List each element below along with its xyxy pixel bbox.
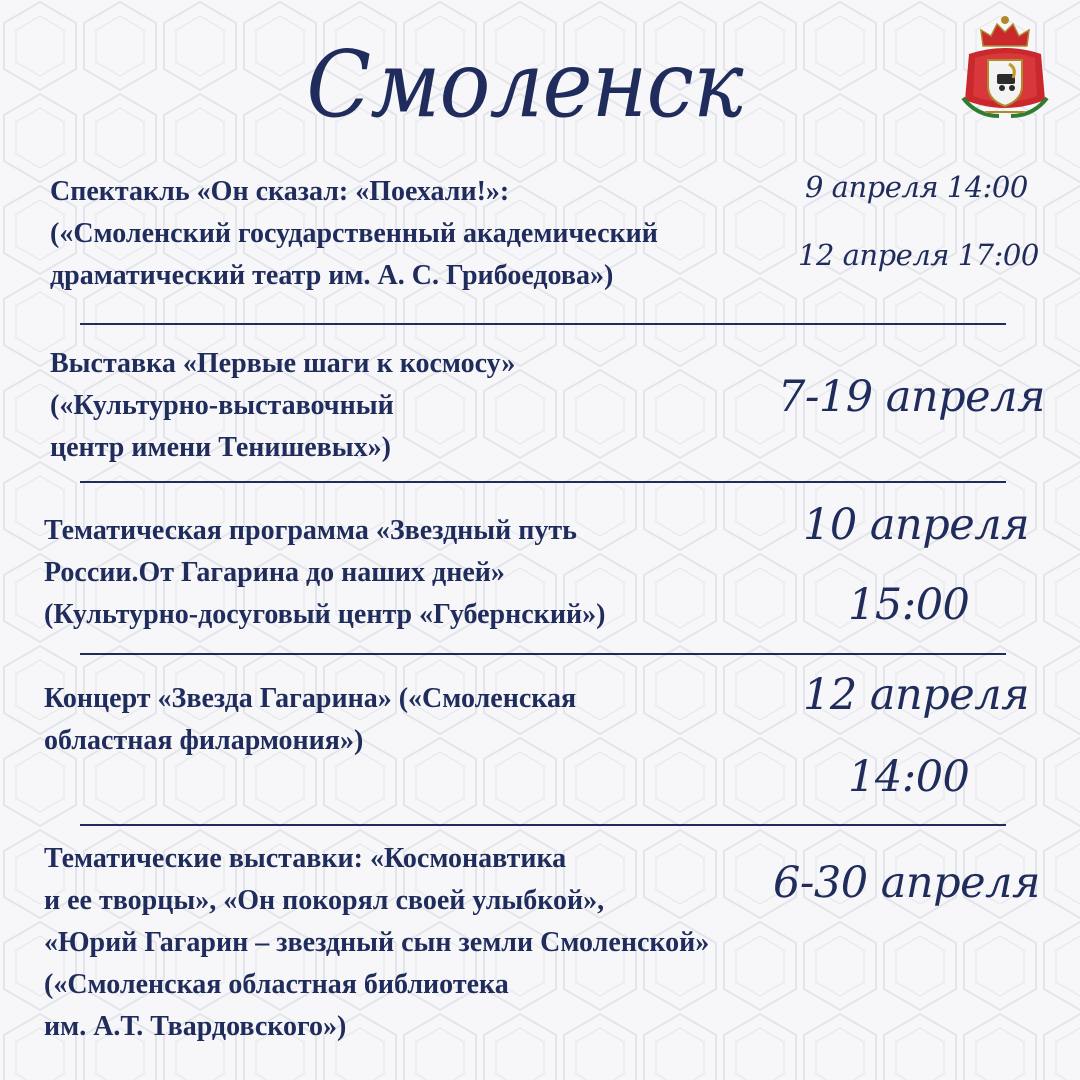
event-date: 9 апреля 14:00 (805, 170, 1028, 204)
event-line: и ее творцы», «Он покорял своей улыбкой», (44, 885, 605, 916)
divider (80, 481, 1006, 483)
event-date: 12 апреля (803, 670, 1030, 720)
event-description (44, 838, 709, 1048)
event-line: (Культурно-досуговый центр «Губернский») (44, 599, 606, 630)
event-line: им. А.Т. Твардовского») (44, 1011, 347, 1042)
event-line: Тематические выставки: «Космонавтика (44, 843, 567, 874)
event-line: («Смоленский государственный академический (50, 218, 658, 249)
divider (80, 653, 1006, 655)
page-title: Смоленск (306, 31, 743, 138)
event-line: Тематическая программа «Звездный путь (44, 515, 577, 546)
event-description (44, 678, 576, 762)
event-description (50, 171, 658, 297)
event-description (44, 510, 605, 636)
event-date: 6-30 апреля (773, 858, 1040, 908)
event-description (50, 343, 515, 469)
divider (80, 824, 1006, 826)
event-line: Выставка «Первые шаги к космосу» (50, 348, 516, 379)
smolensk-coat-of-arms-icon (955, 12, 1055, 124)
event-line: областная филармония») (44, 725, 364, 756)
event-date: 12 апреля 17:00 (798, 238, 1039, 272)
event-line: Спектакль «Он сказал: «Поехали!»: (50, 176, 510, 207)
event-line: Концерт «Звезда Гагарина» («Смоленская (44, 683, 577, 714)
event-date: 15:00 (848, 580, 970, 630)
event-line: драматический театр им. А. С. Грибоедова») (50, 260, 614, 291)
event-date: 14:00 (848, 752, 970, 802)
event-line: («Смоленская областная библиотека (44, 969, 509, 1000)
event-line: («Культурно-выставочный (50, 390, 394, 421)
event-line: России.От Гагарина до наших дней» (44, 557, 505, 588)
event-date: 10 апреля (803, 500, 1030, 550)
event-date: 7-19 апреля (778, 372, 1045, 422)
divider (80, 323, 1006, 325)
event-line: центр имени Тенишевых») (50, 432, 391, 463)
event-line: «Юрий Гагарин – звездный сын земли Смоленской» (44, 927, 710, 958)
